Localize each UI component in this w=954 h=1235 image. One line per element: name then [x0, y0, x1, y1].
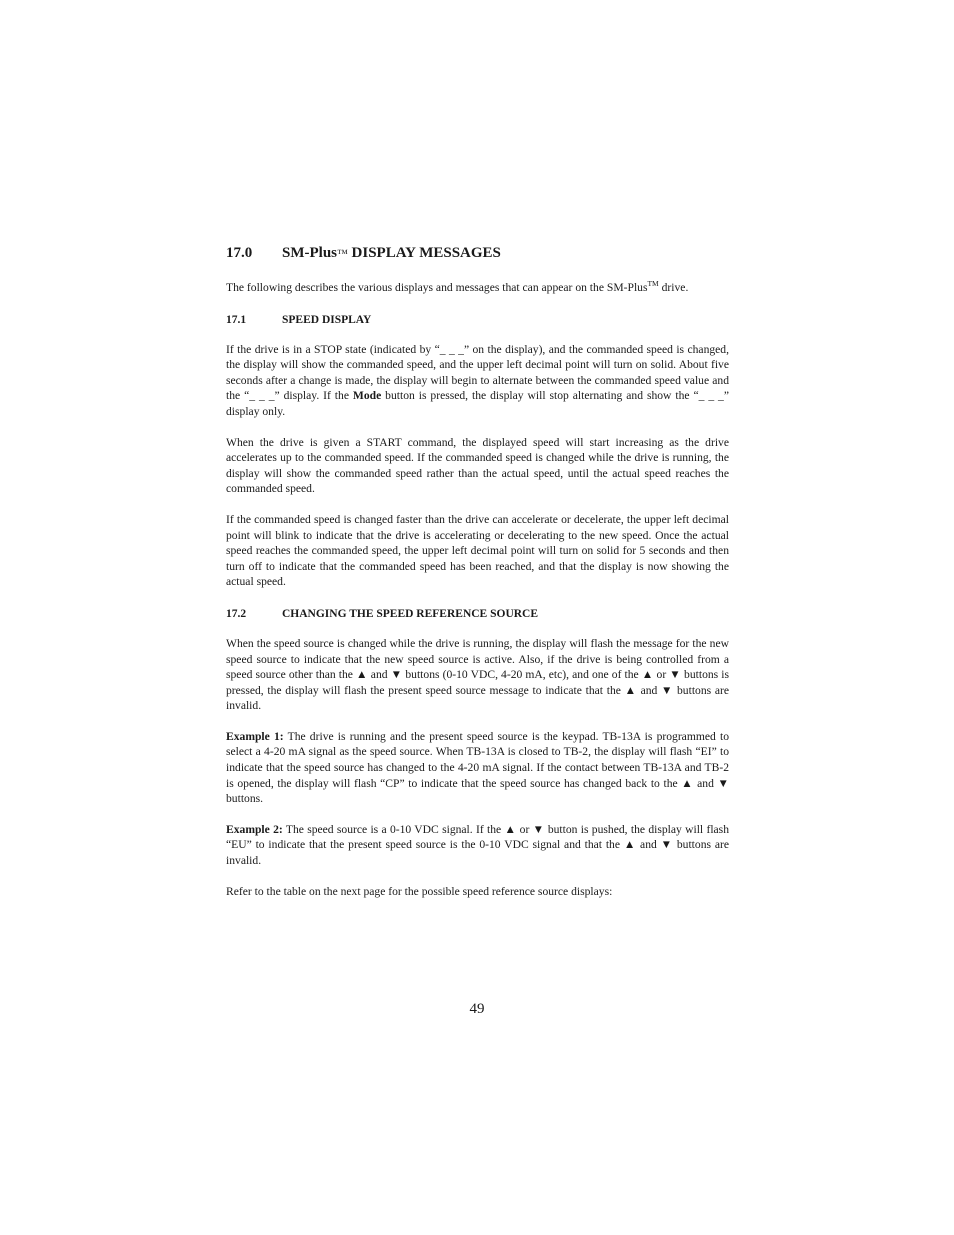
subsection-heading-speed-reference	[226, 605, 729, 623]
section-title-tm: ™	[337, 248, 348, 260]
example-1-paragraph	[226, 729, 729, 807]
section-heading	[226, 240, 729, 266]
section-title-b: DISPLAY MESSAGES	[347, 245, 501, 261]
subsection-title: SPEED DISPLAY	[282, 313, 372, 326]
example-2-paragraph	[226, 822, 729, 869]
subsection-title: CHANGING THE SPEED REFERENCE SOURCE	[282, 607, 539, 620]
speed-display-paragraph-1	[226, 342, 729, 420]
intro-text-b: drive.	[658, 281, 689, 294]
section-title	[282, 240, 501, 267]
speed-reference-paragraph-1: When the speed source is changed while the drive is running, the display will flash the message for the new speed source to indicate that the new speed source is active. Also, if the drive is being controlled from a speed source other than the ▲ and ▼ buttons (0-10 VDC, 4-20 mA, etc), and one of the ▲ or ▼ buttons is pressed, the display will flash the present speed source message to indicate that the ▲ and ▼ buttons are invalid.	[226, 636, 729, 713]
example-2-text: The speed source is a 0-10 VDC signal. If the ▲ or ▼ button is pushed, the display will flash “EU” to indicate that the present speed source is the 0-10 VDC signal and that the ▲ and ▼ buttons are invalid.	[226, 822, 729, 868]
example-1-label: Example 1:	[226, 729, 284, 743]
section-intro	[226, 280, 729, 296]
speed-display-paragraph-2: When the drive is given a START command, the displayed speed will start increasing as the drive accelerates up to the commanded speed. If the commanded speed is changed while the drive is running, the display will show the commanded speed rather than the actual speed, until the actual speed reaches the commanded speed.	[226, 435, 729, 496]
speed-display-paragraph-3: If the commanded speed is changed faster than the drive can accelerate or decelerate, the upper left decimal point will blink to indicate that the drive is accelerating or decelerating to the new speed. Once the actual speed reaches the commanded speed, the upper left decimal point will turn on solid for 5 seconds and then turn off to indicate that the commanded speed has been reached, and that the display is now showing the actual speed.	[226, 512, 729, 589]
page-content	[226, 240, 729, 914]
mode-button-term: Mode	[352, 389, 382, 403]
section-title-a: SM-Plus	[282, 245, 338, 261]
refer-paragraph: Refer to the table on the next page for the possible speed reference source displays:	[226, 884, 613, 898]
subsection-number: 17.1	[226, 313, 247, 326]
example-2-label: Example 2:	[226, 822, 283, 836]
page-number: 49	[469, 1001, 485, 1017]
intro-tm: TM	[647, 279, 659, 289]
intro-text-a: The following describes the various displays and messages that can appear on the SM-Plus	[226, 281, 648, 294]
subsection-heading-speed-display	[226, 311, 729, 329]
example-1-text: The drive is running and the present speed source is the keypad. TB-13A is programmed to select a 4-20 mA signal as the speed source. When TB-13A is closed to TB-2, the display will flash “EI” to indicate that the speed source has changed to the 4-20 mA signal. If the contact between TB-13A and TB-2 is opened, the display will flash “CP” to indicate that the speed source has changed back to the ▲ and ▼ buttons.	[226, 729, 730, 806]
p1-text-b: button is pressed, the display will stop alternating and show the “_ _ _” display only.	[226, 389, 729, 418]
section-number: 17.0	[226, 245, 253, 261]
p1-text-a: If the drive is in a STOP state (indicated by “_ _ _” on the display), and the commanded speed is changed, the display will show the commanded speed, and the upper left decimal point will turn on solid. About five seconds after a change is made, the display will begin to alternate between the commanded speed value and the “_ _ _” display. If the	[226, 342, 729, 403]
subsection-number: 17.2	[226, 607, 247, 620]
